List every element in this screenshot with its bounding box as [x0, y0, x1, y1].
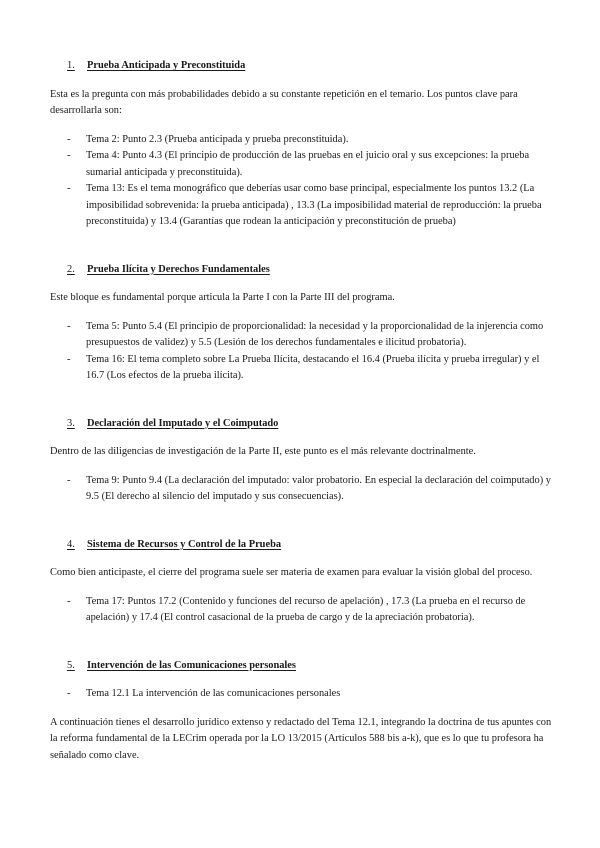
- list-item: [50, 319, 552, 352]
- section-4: [50, 537, 552, 627]
- section-intro: Como bien anticipaste, el cierre del programa suele ser materia de examen para evaluar la visión global del proceso.: [50, 567, 533, 578]
- section-list: [50, 686, 552, 703]
- dash-bullet: -: [67, 183, 71, 194]
- section-heading: [50, 537, 552, 554]
- section-1: [50, 58, 552, 231]
- list-item: [50, 132, 552, 149]
- list-item-text: Tema 12.1 La intervención de las comunicaciones personales: [86, 688, 341, 699]
- list-item: [50, 686, 552, 703]
- list-item: [50, 473, 552, 506]
- section-number: 2.: [67, 263, 75, 275]
- list-item-text: Tema 2: Punto 2.3 (Prueba anticipada y prueba preconstituida).: [86, 133, 349, 145]
- list-item-text: Tema 13: Es el tema monográfico que deberías usar como base principal, especialmente los puntos 13.2 (La imposibilidad sobrevenida: la prueba anticipada) , 13.3 (La imposibilidad material de reproducción: la prueba preconstituida) y 13.4 (Garantías que rodean la anticipación y preconstitución de prueba): [86, 183, 542, 227]
- dash-bullet: -: [67, 595, 71, 607]
- list-item: [50, 181, 552, 231]
- spacer: [50, 231, 552, 262]
- list-item: [50, 352, 552, 385]
- section-title: Sistema de Recursos y Control de la Prueba: [87, 538, 282, 550]
- dash-bullet: -: [67, 474, 71, 486]
- section-2: [50, 262, 552, 385]
- section-number: 5.: [67, 659, 75, 671]
- closing-paragraph: A continuación tienes el desarrollo jurídico extenso y redactado del Tema 12.1, integrando la doctrina de tus apuntes con la reforma fundamental de la LECrim operada por la LO 13/2015 (Artículos 588 bis a-k), que es lo que tu profesora ha señalado como clave.: [50, 716, 552, 761]
- section-heading: [50, 58, 552, 75]
- section-heading: [50, 416, 552, 433]
- section-intro: Este bloque es fundamental porque articula la Parte I con la Parte III del programa.: [50, 292, 395, 303]
- list-item: [50, 594, 552, 627]
- document-content: [50, 58, 552, 764]
- section-list: [50, 132, 552, 231]
- section-number: 3.: [67, 417, 75, 429]
- section-list: [50, 319, 552, 385]
- list-item-text: Tema 16: El tema completo sobre La Prueba Ilícita, destacando el 16.4 (Prueba ilícita y prueba irregular) y el 16.7 (Los efectos de la prueba ilícita).: [86, 353, 540, 381]
- spacer: [50, 385, 552, 416]
- section-number: 1.: [67, 60, 75, 71]
- dash-bullet: -: [67, 133, 71, 145]
- spacer: [50, 506, 552, 537]
- dash-bullet: -: [67, 688, 71, 699]
- section-list: [50, 473, 552, 506]
- list-item-text: Tema 17: Puntos 17.2 (Contenido y funciones del recurso de apelación) , 17.3 (La prueba en el recurso de apelación) y 17.4 (El control casacional de la prueba de cargo y de la apreciación probatoria).: [86, 595, 526, 623]
- section-intro: Dentro de las diligencias de investigación de la Parte II, este punto es el más relevante doctrinalmente.: [50, 446, 476, 457]
- list-item-text: Tema 9: Punto 9.4 (La declaración del imputado: valor probatorio. En especial la declaración del coimputado) y 9.5 (El derecho al silencio del imputado y sus consecuencias).: [86, 474, 551, 502]
- section-number: 4.: [67, 538, 75, 550]
- section-5: [50, 658, 552, 703]
- dash-bullet: -: [67, 353, 71, 365]
- section-heading: [50, 658, 552, 675]
- section-list: [50, 594, 552, 627]
- section-title: Intervención de las Comunicaciones personales: [87, 659, 296, 671]
- dash-bullet: -: [67, 150, 71, 161]
- list-item: [50, 148, 552, 181]
- section-heading: [50, 262, 552, 279]
- section-title: Prueba Ilícita y Derechos Fundamentales: [87, 263, 270, 275]
- section-intro: Esta es la pregunta con más probabilidades debido a su constante repetición en el temario. Los puntos clave para desarrollarla son:: [50, 88, 518, 116]
- spacer: [50, 627, 552, 658]
- section-3: [50, 416, 552, 506]
- list-item-text: Tema 4: Punto 4.3 (El principio de producción de las pruebas en el juicio oral y sus excepciones: la prueba sumarial anticipada y preconstituida).: [86, 150, 530, 178]
- dash-bullet: -: [67, 320, 71, 332]
- list-item-text: Tema 5: Punto 5.4 (El principio de proporcionalidad: la necesidad y la proporcionalidad de la injerencia como presupuestos de validez) y 5.5 (Lesión de los derechos fundamentales e ilicitud probatoria).: [86, 320, 544, 348]
- section-title: Prueba Anticipada y Preconstituida: [87, 60, 246, 71]
- spacer: [50, 703, 552, 715]
- section-title: Declaración del Imputado y el Coimputado: [87, 417, 279, 429]
